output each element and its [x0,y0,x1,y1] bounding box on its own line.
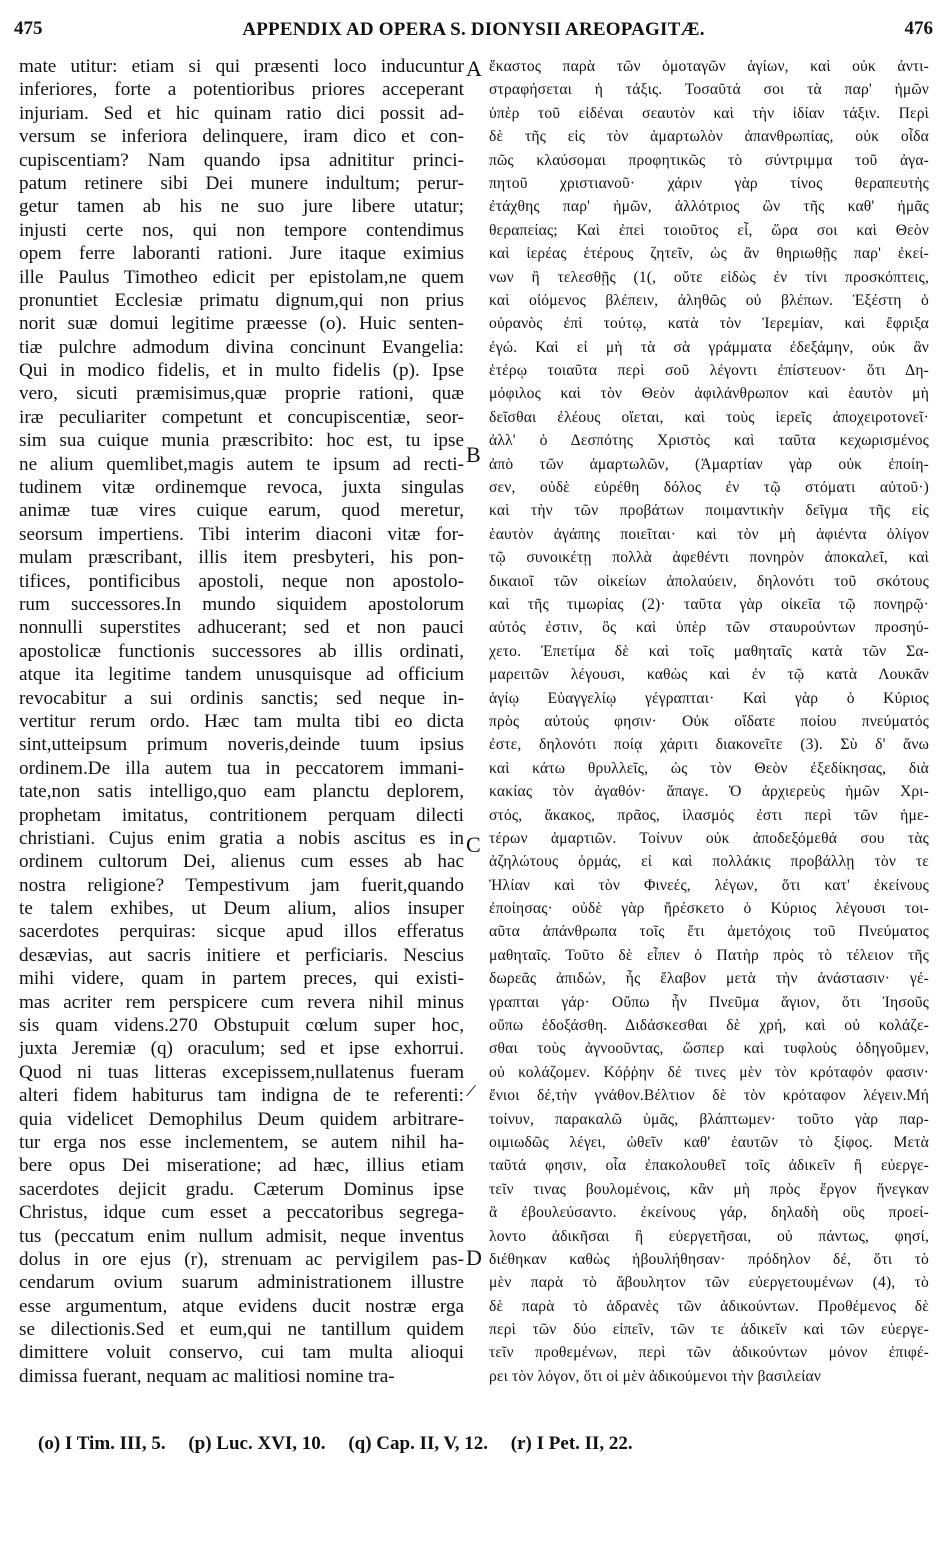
latin-text-line: tate,non satis intelligo,quo eam planctu deplorem, [19,781,464,803]
greek-text-line: σθαι τοὺς ἀγνοοῦντας, ὥσπερ καὶ τυφλοὺς ὁδηγοῦμεν, [489,1040,929,1058]
greek-text-line: μόφιλος καὶ τὸν Θεὸν ἀφιλάνθρωπον καὶ ἑαυτὸν μὴ [489,385,929,403]
greek-text-line: πητοῦ χριστιανοῦ· χάριν γὰρ τίνος θεραπευτὴς [489,174,929,192]
latin-text-line: prophetam imitatus, contritionem perquam dilecti [19,804,464,826]
greek-text-line: ἐποίησας· οὐδὲ γὰρ ἤρέσκετο ὁ Κύριος λέγουσι τοι- [489,900,929,918]
latin-text-line: revocabitur a sui ordinis sanctis; sed neque in- [19,687,464,709]
greek-text-line: τεῖν τινας βουλομένοις, κἂν μὴ πρὸς ἔργον ἤνεγκαν [489,1180,929,1198]
latin-column [19,55,464,1388]
section-marker-d: D [466,1245,482,1270]
latin-text-line: Quod ni tuas litteras excepissem,nullatenus fueram [19,1061,464,1083]
latin-text-line: norit suæ domui legitime præesse (o). Huic senten- [19,313,464,335]
greek-text-line: καὶ ἱερέας ἑτέρους ζητεῖν, ὡς ἂν θηριωθῇς παρ' ἐκεί- [489,245,929,263]
latin-text-line: vero, sicuti præmisimus,quæ proprie rationi, quæ [19,383,464,405]
greek-text-line: μαθηταῖς. Τοῦτο δὲ εἶπεν ὁ Πατὴρ πρὸς τὸ τέλειον τῆς [489,946,929,964]
greek-text-line: πρὸς αὐτούς φησιν· Οὐκ οἴδατε ποίου πνεύματός [489,712,929,730]
latin-text-line: iræ peculiariter competunt et concupiscentiæ, seor- [19,406,464,428]
greek-text-line: χετο. Ἐπετίμα δὲ καὶ τοῖς μαθηταῖς κατὰ τῶν Σα- [489,642,929,660]
greek-text-line: δὲ τῆς εἰς τὸν ἁμαρτωλὸν ἀπανθρωπίας, οὐκ οἶδα [489,128,929,146]
latin-text-line: patum retinere sibi Dei munere indultum; perur- [19,172,464,194]
greek-text-line: περὶ τῶν δύο εἰπεῖν, τῶν τε ἀδικεῖν καὶ τῶν εὐεργε- [489,1321,929,1339]
running-title: APPENDIX AD OPERA S. DIONYSII AREOPAGITÆ. [242,19,705,40]
greek-text-line: ἑαυτὸν ἀγάπης ποιεῖται· καὶ τὸν μὴ ἀφιέντα ὀλίγον [489,525,929,543]
greek-text-line: στός, ἄκακος, πρᾶος, ἱλασμός ἐστι περὶ τῶν ἡμε- [489,806,929,824]
latin-text-line: sacerdotes perquiras: sicque apud illos efferatus [19,921,464,943]
latin-text-line: sint,utteipsum primum noveris,deinde tuum ipsius [19,734,464,756]
greek-text-line: ρει τὸν λόγον, ὅτι οἱ μὲν ἀδικούμενοι τὴν βασιλείαν [489,1367,822,1385]
greek-text-line: δωρεᾶς ἀπιδών, ἧς ἔλαβον μετὰ τὴν ἀνάστασιν· γέ- [489,970,929,988]
latin-text-line: pronuntiet Ecclesiæ primatu dignum,qui non prius [19,289,464,311]
greek-text-line: δικαιοῖ τῶν οἰκείων ἀπολαύειν, δηλονότι τοῦ σκότους [489,572,929,590]
greek-text-line: καὶ τῆς τιμωρίας (2)· ταῦτα γὰρ οἰκεῖα τῷ πονηρῷ· [489,595,929,613]
greek-text-line: τοίνυν, παρακαλῶ ὑμᾶς, βλάπτωμεν· τοῦτο γὰρ παρ- [489,1110,929,1128]
latin-text-line: tudinem vitæ ordinemque revoca, juxta singulas [19,477,464,499]
latin-text-line: cendarum ovium suarum administrationem illustre [19,1272,464,1294]
latin-text-line: quia videlicet Demophilus Deum quidem arbitrare- [19,1108,464,1130]
section-marker-a: A [466,56,482,81]
greek-text-line: ἕκαστος παρὰ τῶν ὁμοταγῶν ἁγίων, καὶ οὐκ ἀντι- [489,58,929,75]
page-number-left: 475 [14,18,43,39]
footnote-r: (r) I Pet. II, 22. [510,1433,633,1454]
latin-text-line: animæ tuæ vires cuique earum, quod meretur, [19,500,464,522]
latin-text-line: opem ferre laboranti rationi. Jure itaque eximius [19,243,464,265]
latin-text-line: cupiscentiam? Nam quando ipsa adnititur princi- [19,149,464,171]
latin-text-line: mate utitur: etiam si qui præsenti loco inducuntur [19,56,464,77]
latin-text-line: te talem exhibes, ut Deum alium, alios insuper [19,898,464,920]
latin-text-line: injuriam. Sed et hic quinam ratio dici possit ad- [19,102,464,124]
greek-text-line: θεραπείας; Καὶ ἐπεὶ τοιοῦτος εἶ, ὥρα σοι καὶ Θεὸν [489,221,929,239]
latin-text-line: ordinem cultorum Dei, alienus cum esses ab hac [19,851,464,873]
latin-text-line: seorsum impertiens. Tibi interim diaconi vitæ for- [19,523,464,545]
latin-text-line: christiani. Cujus enim gratia a nobis ascitus es in [19,827,464,849]
latin-text-line: dimittere voluit conservo, cui tam multa alioqui [19,1342,464,1364]
greek-text-line: δὲ παρὰ τὸ ἀδρανὲς τῶν ἀδικούντων. Προθέμενος δὲ [489,1297,929,1315]
latin-text-line: versum se inferiora delinquere, iram dico et con- [19,126,464,148]
latin-text-line: Christus, idque cum esset a peccatoribus segrega- [19,1202,464,1224]
latin-text-line: sim sua cuique munia præscribito: hoc est, tu ipse [19,430,464,452]
latin-text-line: ille Paulus Timotheo edicit per epistolam,ne quem [19,266,464,288]
greek-text-line: μαρειτῶν λέγουσι, καθὼς καὶ ἐν τῷ κατὰ Λουκᾶν [489,666,929,684]
latin-text-line: dimissa fuerant, nequam ac malitiosi nomine tra- [19,1365,395,1387]
greek-text-line: στραφήσεται ἡ τάξις. Τοσαῦτά σοι τὰ παρ' ἡμῶν [489,81,929,99]
latin-text-line: sis quam videns.270 Obstupuit cœlum super hoc, [19,1015,464,1037]
greek-text-line: ἀπὸ τῶν ἁμαρτωλῶν, (Ἁμαρτίαν γὰρ οὐκ ἐποίη- [489,455,929,473]
latin-text-line: ne alium quemlibet,magis autem te ipsum ad recti- [19,453,464,475]
latin-text-line: mas acriter rem perspicere cum revera nihil minus [19,991,464,1013]
greek-text-line: αῦτα ἀπάνθρωπα τοῖς ἔτι ἀμετόχοις τοῦ Πνεύματος [489,923,929,941]
greek-text-line: κακίας τὸν ἀγαθόν· ἄπαγε. Ὁ ἀρχιερεὺς ἡμῶν Χρι- [489,783,929,801]
latin-text-line: injusti certe nos, qui non tempore contendimus [19,219,464,241]
greek-text-line: τεῖν προθεμένων, περὶ τῶν ἀδικούντων μόνον ἐπιφέ- [489,1344,929,1362]
section-marker-b: B [466,442,481,467]
greek-text-line: τῷ συνοικέτῃ πολλὰ ἀφεθέντι πονηρὸν ἀποκαλεῖ, καὶ [489,549,929,567]
latin-text-line: vertitur rerum ordo. Hæc tam multa tibi eo dicta [19,710,464,732]
section-marker-c: C [466,832,481,857]
footnote-q: (q) Cap. II, V, 12. [348,1433,489,1454]
latin-text-line: nostra religione? Tempestivum jam fuerit,quando [19,874,464,896]
greek-text-line: καὶ οἰόμενος βλέπειν, ἀληθῶς οὐ βλέπων. Ἐξέστη ὁ [489,291,929,309]
latin-text-line: dolus in ore ejus (r), strenuam ac pervigilem pas- [19,1248,464,1270]
footnote-p: (p) Luc. XVI, 10. [188,1433,326,1454]
greek-text-line: γραπται γάρ· Οὔπω ἦν Πνεῦμα ἅγιον, ὅτι Ἰησοῦς [489,993,929,1011]
greek-text-line: διέθηκαν καθὼς ἠβουλήθησαν· πρόδηλον δέ, ὅτι τὸ [489,1250,929,1268]
footnote-o: (o) I Tim. III, 5. [38,1433,166,1454]
greek-text-line: μὲν παρὰ τὸ ἄβουλητον τῶν εὐεργετουμένων (4), τὸ [489,1274,929,1292]
greek-text-line: ἔνιοι δέ,τὴν γνάθον.Βέλτιον δὲ τὸν κρόταφον λέγειν.Μή [489,1087,929,1105]
greek-text-line: δεῖσθαι ἐλέους οἴεται, καὶ τοὺς ἱερεῖς ἀποχειροτονεῖ· [489,408,929,426]
greek-text-line: ἐστε, δηλονότι ποίᾳ χάριτι διακονεῖτε (3). Σὺ δ' ἄνω [489,736,929,754]
page-header [0,18,947,48]
greek-text-line: λοντο ἀδικῆσαι ἢ εὐεργετῆσαι, οὐ πάντως, φησί, [489,1227,929,1245]
latin-text-line: esse argumentum, atque evidens ducit nostræ erga [19,1295,464,1317]
latin-text-line: juxta Jeremiæ (q) oraculum; sed et ipse exhorrui. [19,1038,464,1060]
latin-text-line: tur erga nos esse inclementem, se autem nihil ha- [19,1131,464,1153]
greek-text-line: Ἠλίαν καὶ τὸν Φινεές, λέγων, ὅτι κατ' ἐκείνους [489,876,929,894]
greek-text-line: σεν, οὐδὲ εὑρέθη δόλος ἐν τῷ στόματι αὐτοῦ·) [489,479,929,497]
greek-text-line: οιμιωδῶς λέγει, ὠθεῖν καθ' ἑαυτῶν τὸ ξίφος. Μετὰ [489,1133,929,1151]
latin-text-line: Qui in modico fidelis, et in multo fidelis (p). Ipse [19,360,464,382]
greek-text-line: ἃ ἐβουλεύσαντο. ἐκείνους γάρ, δηλαδὴ οὓς προεί- [489,1204,929,1222]
greek-text-line: ἐτάχθης παρ' ἡμῶν, ἀλλότριος ὢν τῆς καθ' ἡμᾶς [489,198,929,216]
greek-text-line: ταῦτά φησιν, οἷα ἐπακολουθεῖ τοῖς ἀδικεῖν ἢ εὐεργε- [489,1157,929,1175]
footnotes [38,1433,651,1455]
greek-text-line: οὔπω ἐδοξάσθη. Διδάσκεσθαι δὲ χρή, καὶ οὐ κολάζε- [489,1017,929,1035]
page-number-right: 476 [904,18,933,39]
greek-text-line: οὐ κολάζομεν. Κόῤῥην δέ τινες μὲν τὸν κρόταφόν φασιν· [489,1063,929,1081]
greek-text-line: ἀζηλώτους ὁρμάς, εἰ καὶ πολλάκις προβάλλῃ τὸν τε [489,853,929,871]
greek-column [489,55,929,1388]
latin-text-line: bere opus Dei miseratione; ad hæc, illius etiam [19,1155,464,1177]
greek-text-line: ἁγίῳ Εὐαγγελίῳ γέγραπται· Καὶ γὰρ ὁ Κύριος [489,689,929,707]
greek-text-line: ἀλλ' ὁ Δεσπότης Χριστὸς καὶ ταῦτα κεχωρισμένος [489,432,929,450]
latin-text-line: se dilectionis.Sed et eum,qui ne tantillum quidem [19,1319,464,1341]
latin-text-line: mulam præscribant, illis item presbyteri, his pon- [19,547,464,569]
latin-text-line: rum successores.In mundo siquidem apostolorum [19,593,464,615]
greek-text-line: πῶς κλαύσομαι προφητικῶς τὸ σύντριμμα τοῦ ἀγα- [489,151,929,169]
latin-text-line: mihi videre, quam in partem preces, qui existi- [19,968,464,990]
latin-text-line: ordinem.De illa autem tua in peccatorem immani- [19,757,464,779]
latin-text-line: alteri fidem habiturus tam indigna de te referenti: [19,1085,464,1107]
latin-text-line: sacerdotes dejicit gradu. Cæterum Dominus ipse [19,1178,464,1200]
greek-text-line: τέρων ἁμαρτιῶν. Τοίνυν οὐκ ἀποδεξόμεθά σου τὰς [489,829,929,847]
greek-text-line: νων ἢ τελεσθῇς (1(, οὔτε εἰδὼς ἐν τίνι προσκόπτεις, [489,268,929,286]
latin-text-line: atque ita legitime tandem unusquisque ad officium [19,664,464,686]
latin-text-line: tiæ pulchre admodum divina concinunt Evangelia: [19,336,464,358]
greek-text-line: ὑπὲρ τοῦ εἰδέναι σεαυτὸν καὶ τὴν ἰδίαν τάξιν. Περὶ [489,104,929,122]
greek-text-line: αὐτός ἐστιν, ὃς καὶ ὑπὲρ τῶν σταυρούντων προσηύ- [489,619,929,637]
greek-text-line: ἑτέρῳ τοιαῦτα περὶ σοῦ λέγοντι ἐπίστευον· ὅτι Δη- [489,362,929,380]
greek-text-line: ἐγώ. Καὶ εἰ μὴ τὰ σὰ γράμματα ἐδεξάμην, οὐκ ἂν [489,338,929,356]
latin-text-line: apostolicæ functionis successores ab illis ordinati, [19,640,464,662]
greek-text-line: καὶ τὴν τῶν προβάτων ποιμαντικὴν δεῖγμα τῆς εἰς [489,502,929,520]
latin-text-line: inferiores, forte a potentioribus priores acceperant [19,79,464,101]
latin-text-line: tifices, pontificibus apostoli, neque non apostolo- [19,570,464,592]
margin-slash-mark: / [464,1079,478,1103]
latin-text-line: tus (peccatum enim nullum admisit, neque inventus [19,1225,464,1247]
latin-text-line: desævias, aut sacris initiere et perficiaris. Nescius [19,944,464,966]
latin-text-line: getur tamen ab his ne suo jure libere utatur; [19,196,464,218]
greek-text-line: οὐρανὸς ἐπὶ τούτῳ, κατὰ τὸν Ἱερεμίαν, καὶ ἔφριξα [489,315,929,333]
latin-text-line: nonnulli superstites adhucerant; sed et non pauci [19,617,464,639]
greek-text-line: καὶ κάτω θρυλλεῖς, ὡς τὸν Θεὸν ἐξεδίκησας, διὰ [489,759,929,777]
